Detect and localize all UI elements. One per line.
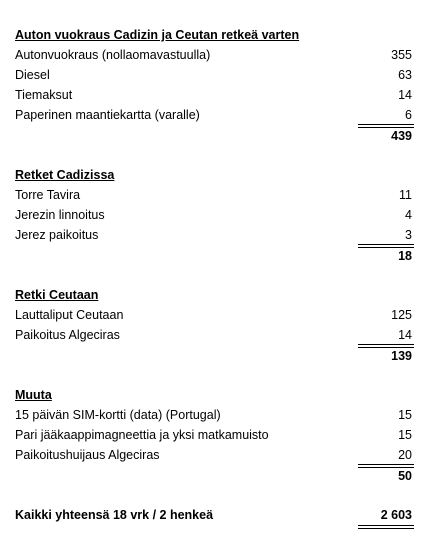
expense-value: 6 <box>405 108 412 122</box>
section-total-value: 18 <box>398 249 412 263</box>
expense-label: Diesel <box>15 68 50 82</box>
expense-value: 15 <box>398 428 412 442</box>
section-ceuta-trip <box>15 285 412 365</box>
expense-value: 20 <box>398 448 412 462</box>
expense-row <box>15 445 412 465</box>
expense-row <box>15 185 412 205</box>
expense-label: Paikoitus Algeciras <box>15 328 120 342</box>
expense-row <box>15 225 412 245</box>
expense-label: Paikoitushuijaus Algeciras <box>15 448 160 462</box>
section-heading-text: Auton vuokraus Cadizin ja Ceutan retkeä varten <box>15 28 300 42</box>
section-heading-text: Retki Ceutaan <box>15 288 99 302</box>
expense-label: 15 päivän SIM-kortti (data) (Portugal) <box>15 408 221 422</box>
section-total-value: 50 <box>398 469 412 483</box>
expense-label: Lauttaliput Ceutaan <box>15 308 124 322</box>
expense-value: 3 <box>405 228 412 242</box>
expense-row <box>15 405 412 425</box>
expense-label: Jerez paikoitus <box>15 228 99 242</box>
section-total-row <box>15 125 412 145</box>
expense-sheet <box>15 25 412 525</box>
expense-value: 11 <box>399 188 412 202</box>
grand-total-label: Kaikki yhteensä 18 vrk / 2 henkeä <box>15 508 214 522</box>
section-heading <box>15 385 412 405</box>
section-heading <box>15 285 412 305</box>
expense-row <box>15 325 412 345</box>
expense-label: Tiemaksut <box>15 88 73 102</box>
expense-row <box>15 305 412 325</box>
grand-total-value: 2 603 <box>380 508 412 522</box>
expense-row <box>15 65 412 85</box>
grand-total-row <box>15 505 412 525</box>
section-misc <box>15 385 412 485</box>
section-total-row <box>15 465 412 485</box>
section-heading-text: Muuta <box>15 388 52 402</box>
expense-value: 4 <box>405 208 412 222</box>
expense-row <box>15 425 412 445</box>
expense-label: Torre Tavira <box>15 188 81 202</box>
expense-label: Paperinen maantiekartta (varalle) <box>15 108 200 122</box>
expense-value: 14 <box>398 328 412 342</box>
section-heading <box>15 25 412 45</box>
section-heading-text: Retket Cadizissa <box>15 168 115 182</box>
section-cadiz-trips <box>15 165 412 265</box>
expense-row <box>15 105 412 125</box>
expense-row <box>15 45 412 65</box>
section-total-row <box>15 345 412 365</box>
expense-row <box>15 85 412 105</box>
expense-label: Jerezin linnoitus <box>15 208 105 222</box>
expense-row <box>15 205 412 225</box>
section-heading <box>15 165 412 185</box>
expense-label: Autonvuokraus (nollaomavastuulla) <box>15 48 211 62</box>
expense-value: 355 <box>391 48 412 62</box>
section-car-rental <box>15 25 412 145</box>
section-total-value: 439 <box>391 129 412 143</box>
section-total-value: 139 <box>391 349 412 363</box>
expense-value: 63 <box>398 68 412 82</box>
grand-total-underline <box>358 525 414 526</box>
expense-label: Pari jääkaappimagneettia ja yksi matkamuisto <box>15 428 269 442</box>
expense-value: 125 <box>391 308 412 322</box>
grand-total-underline-second <box>358 528 414 529</box>
section-total-row <box>15 245 412 265</box>
expense-value: 15 <box>398 408 412 422</box>
expense-value: 14 <box>398 88 412 102</box>
